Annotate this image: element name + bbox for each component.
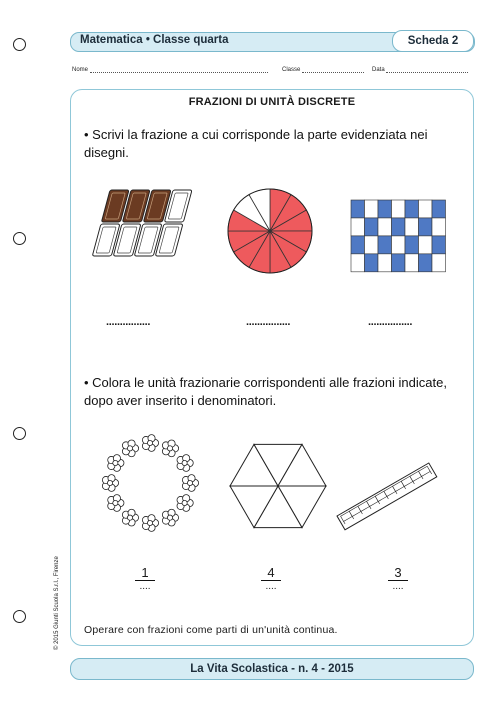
flower[interactable] bbox=[122, 440, 138, 457]
footer-bar: La Vita Scolastica - n. 4 - 2015 bbox=[70, 658, 474, 680]
instruction-2: • Colora le unità frazionarie corrispondenti alle frazioni indicate, dopo aver inserito i denominatori. bbox=[84, 375, 447, 408]
grid-cell-empty bbox=[365, 236, 379, 254]
copyright-text: © 2015 Giunti Scuola S.r.l., Firenze bbox=[54, 556, 60, 650]
binder-hole-3 bbox=[13, 427, 26, 440]
grid-cell-filled bbox=[378, 200, 392, 218]
page-title: FRAZIONI DI UNITÀ DISCRETE bbox=[188, 96, 356, 108]
fraction-1 bbox=[135, 566, 155, 593]
grid-cell-filled bbox=[351, 236, 365, 254]
date-label: Data bbox=[372, 67, 385, 73]
student-fields bbox=[72, 66, 268, 73]
flower-ring-image bbox=[100, 433, 200, 533]
flower[interactable] bbox=[142, 515, 158, 532]
grid-cell-empty bbox=[419, 236, 433, 254]
grid-cell-filled bbox=[405, 200, 419, 218]
flower[interactable] bbox=[102, 475, 118, 492]
hexagon-image bbox=[226, 440, 336, 540]
grid-cell-filled bbox=[405, 236, 419, 254]
answer-blank-1[interactable]: ................ bbox=[106, 316, 151, 328]
fraction-2 bbox=[261, 566, 281, 593]
pie-circle-image bbox=[225, 186, 315, 276]
checker-grid-image bbox=[351, 200, 451, 276]
grid-cell-filled bbox=[392, 218, 406, 236]
sheet-badge: Scheda 2 bbox=[392, 30, 474, 52]
grid-cell-empty bbox=[432, 218, 446, 236]
grid-cell-filled bbox=[378, 236, 392, 254]
binder-hole-1 bbox=[13, 38, 26, 51]
flower[interactable] bbox=[108, 455, 124, 472]
binder-hole-4 bbox=[13, 610, 26, 623]
class-field[interactable] bbox=[302, 66, 364, 73]
header-subject: Matematica • Classe quarta bbox=[80, 34, 229, 46]
grid-cell-empty bbox=[392, 236, 406, 254]
fraction-2-denominator[interactable]: .... bbox=[265, 581, 277, 592]
grid-cell-empty bbox=[392, 200, 406, 218]
fraction-3-numerator: 3 bbox=[388, 566, 408, 581]
grid-cell-empty bbox=[378, 254, 392, 272]
grid-cell-empty bbox=[432, 254, 446, 272]
answer-blank-2[interactable]: ................ bbox=[246, 316, 291, 328]
grid-cell-empty bbox=[351, 218, 365, 236]
grid-cell-empty bbox=[365, 200, 379, 218]
grid-cell-filled bbox=[392, 254, 406, 272]
grid-cell-filled bbox=[365, 218, 379, 236]
fraction-2-numerator: 4 bbox=[261, 566, 281, 581]
grid-cell-filled bbox=[419, 218, 433, 236]
date-field[interactable] bbox=[386, 66, 468, 73]
fraction-3-denominator[interactable]: .... bbox=[392, 581, 404, 592]
date-fields bbox=[372, 66, 468, 73]
instruction-1: • Scrivi la frazione a cui corrisponde la parte evidenziata nei disegni. bbox=[84, 127, 428, 160]
name-field[interactable] bbox=[90, 66, 268, 73]
fraction-1-denominator[interactable]: .... bbox=[139, 581, 151, 592]
grid-cell-filled bbox=[419, 254, 433, 272]
grid-cell-empty bbox=[419, 200, 433, 218]
grid-cell-filled bbox=[365, 254, 379, 272]
answer-blank-3[interactable]: ................ bbox=[368, 316, 413, 328]
flower[interactable] bbox=[162, 509, 178, 526]
flower[interactable] bbox=[182, 475, 198, 492]
flower[interactable] bbox=[177, 455, 193, 472]
grid-cell-filled bbox=[432, 200, 446, 218]
chocolate-bar-image bbox=[94, 184, 204, 284]
grid-cell-filled bbox=[351, 200, 365, 218]
flower[interactable] bbox=[142, 435, 158, 452]
binder-hole-2 bbox=[13, 232, 26, 245]
exercise-frame bbox=[70, 89, 474, 646]
class-label: Classe bbox=[282, 67, 301, 73]
flower[interactable] bbox=[177, 495, 193, 512]
grid-cell-filled bbox=[432, 236, 446, 254]
teacher-note: Operare con frazioni come parti di un'unità continua. bbox=[84, 624, 338, 636]
fraction-3 bbox=[388, 566, 408, 593]
flower[interactable] bbox=[162, 440, 178, 457]
flower[interactable] bbox=[108, 495, 124, 512]
grid-cell-empty bbox=[351, 254, 365, 272]
grid-cell-empty bbox=[405, 254, 419, 272]
ruler-image bbox=[335, 448, 445, 538]
flower[interactable] bbox=[122, 509, 138, 526]
name-label: Nome bbox=[72, 67, 89, 73]
grid-cell-empty bbox=[378, 218, 392, 236]
class-fields bbox=[282, 66, 364, 73]
fraction-1-numerator: 1 bbox=[135, 566, 155, 581]
grid-cell-empty bbox=[405, 218, 419, 236]
